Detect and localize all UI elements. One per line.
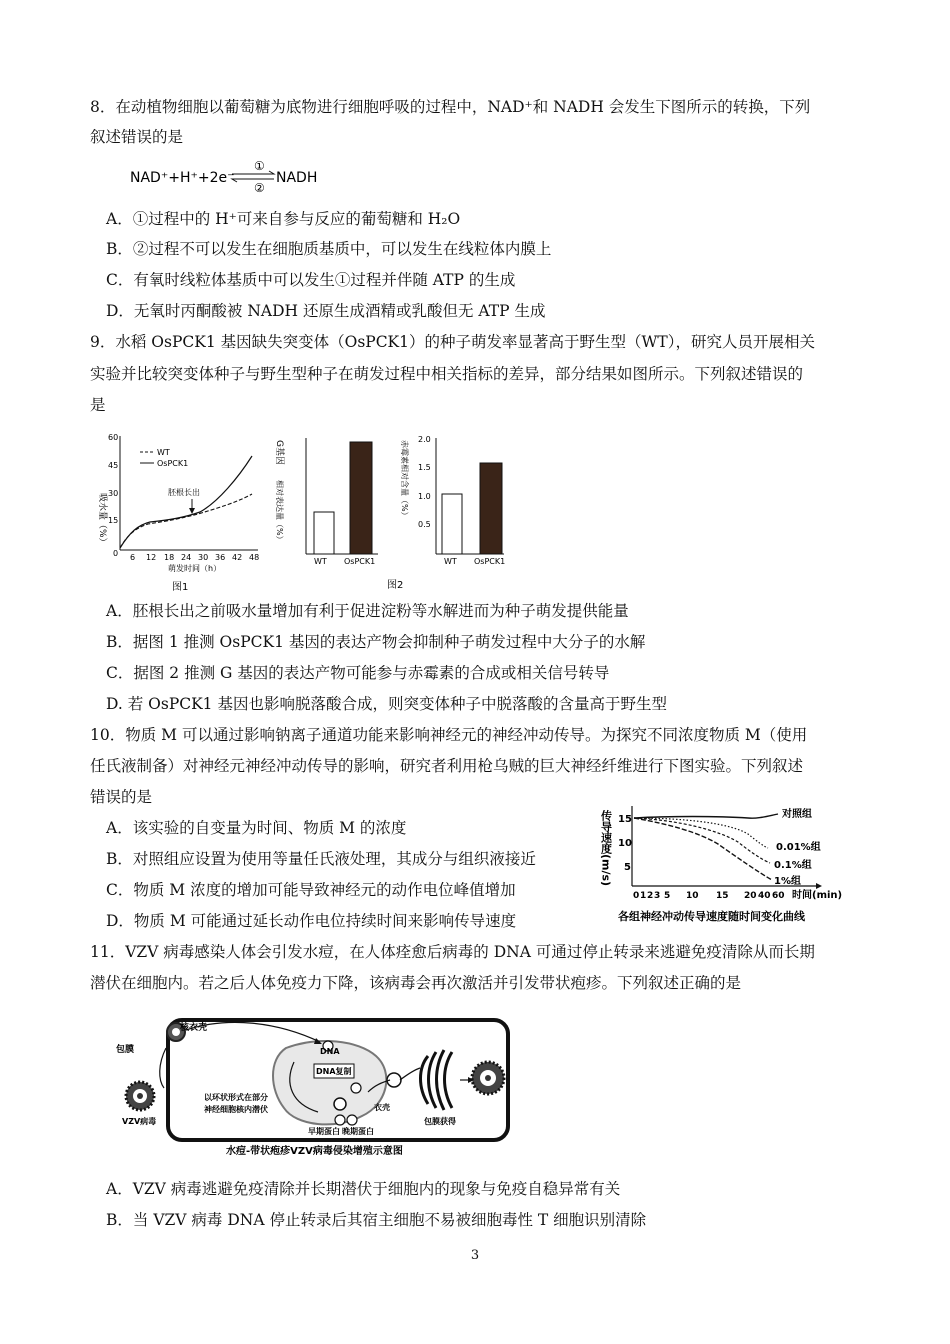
q9-figure2 bbox=[272, 428, 512, 600]
q10-chart-caption: 各组神经冲动传导速度随时间变化曲线 bbox=[618, 910, 805, 923]
q10-ytick: 5 bbox=[624, 862, 631, 873]
q10-label-01: 0.1%组 bbox=[774, 860, 812, 871]
q10-stem-line3: 错误的是 bbox=[90, 788, 153, 806]
q10-xlabel: 时间(min) bbox=[792, 890, 843, 901]
q10-xtick: 0 bbox=[633, 891, 640, 901]
fig2-g-ylabel: 相对表达量（%） bbox=[275, 480, 284, 544]
fig1-ytick: 45 bbox=[108, 461, 119, 470]
fig1-legend-wt: WT bbox=[157, 448, 170, 457]
q9-stem-line1: 9．水稻 OsPCK1 基因缺失突变体（OsPCK1）的种子萌发率显著高于野生型（WT），研究人员开展相关 bbox=[90, 333, 816, 351]
q10-chart bbox=[598, 796, 868, 928]
equation-left: NAD⁺+H⁺+2e⁻ bbox=[130, 170, 235, 186]
q10-series-01 bbox=[634, 818, 770, 863]
q10-ytick: 15 bbox=[618, 814, 632, 825]
q10-series-control bbox=[634, 814, 778, 818]
label-nucleocapsid: 核衣壳 bbox=[180, 1023, 208, 1033]
q10-xtick: 20 bbox=[744, 891, 757, 901]
page-number: 3 bbox=[470, 1248, 480, 1263]
label-early-protein: 早期蛋白 bbox=[308, 1127, 340, 1136]
q10-series-001 bbox=[634, 818, 768, 848]
label-capsid: 衣壳 bbox=[374, 1103, 390, 1112]
q11-diagram-caption: 水痘-带状疱疹VZV病毒侵染增殖示意图 bbox=[226, 1146, 403, 1157]
q10-label-001: 0.01%组 bbox=[776, 842, 821, 853]
q8-option-a: A．①过程中的 H⁺可来自参与反应的葡萄糖和 H₂O bbox=[106, 210, 461, 228]
label-dna-replication: DNA复制 bbox=[316, 1067, 352, 1076]
fig1-xtick: 30 bbox=[198, 553, 209, 562]
q10-chart-ylabel: 传导速度(m/s) bbox=[599, 810, 613, 887]
label-latent-line1: 以环状形式在部分 bbox=[204, 1093, 268, 1102]
fig2-gib-ytick: 1.0 bbox=[418, 492, 431, 501]
fig2-gib-xtick-wt: WT bbox=[444, 557, 457, 566]
q9-option-d: D. 若 OsPCK1 基因也影响脱落酸合成，则突变体种子中脱落酸的含量高于野生型 bbox=[106, 695, 667, 713]
fig1-wt-curve bbox=[120, 494, 252, 548]
g-bar-mutant bbox=[350, 442, 372, 554]
fig1-ytick: 60 bbox=[108, 433, 119, 442]
q10-xtick: 2 bbox=[647, 891, 654, 901]
fig2-caption: 图2 bbox=[387, 580, 404, 591]
q8-option-b: B．②过程不可以发生在细胞质基质中，可以发生在线粒体内膜上 bbox=[106, 240, 552, 258]
arrow-label-2: ② bbox=[254, 181, 265, 195]
fig2-gib-xtick-mutant: OsPCK1 bbox=[474, 557, 506, 566]
fig1-caption: 图1 bbox=[172, 582, 189, 593]
q9-figure1 bbox=[88, 428, 273, 600]
gib-bar-mutant bbox=[480, 463, 502, 554]
q10-option-d: D．物质 M 可能通过延长动作电位持续时间来影响传导速度 bbox=[106, 912, 517, 930]
q8-stem-line1: 8．在动植物细胞以葡萄糖为底物进行细胞呼吸的过程中，NAD⁺和 NADH 会发生下图所示的转换，下列 bbox=[90, 98, 811, 116]
q10-option-a: A．该实验的自变量为时间、物质 M 的浓度 bbox=[106, 819, 407, 837]
fig1-legend-mutant: OsPCK1 bbox=[157, 459, 189, 468]
fig2-gib-ylabel: 赤霉素相对含量（%） bbox=[400, 440, 409, 520]
fig1-ytick: 0 bbox=[113, 549, 119, 558]
fig1-ylabel: 吸水量（%） bbox=[97, 493, 107, 547]
q10-label-1: 1%组 bbox=[774, 876, 801, 887]
q9-stem-line2: 实验并比较突变体种子与野生型种子在萌发过程中相关指标的差异，部分结果如图所示。下列叙述错误的 bbox=[90, 365, 804, 383]
fig1-xtick: 48 bbox=[249, 553, 260, 562]
q10-option-b: B．对照组应设置为使用等量任氏液处理，其成分与组织液接近 bbox=[106, 850, 536, 868]
label-dna: DNA bbox=[320, 1047, 340, 1056]
gib-bar-wt bbox=[442, 494, 462, 554]
arrow-label-1: ① bbox=[254, 159, 265, 173]
fig2-g-title: G基因 bbox=[274, 440, 284, 465]
q11-diagram bbox=[108, 1008, 518, 1160]
q9-option-b: B．据图 1 推测 OsPCK1 基因的表达产物会抑制种子萌发过程中大分子的水解 bbox=[106, 633, 646, 651]
q10-label-control: 对照组 bbox=[782, 809, 812, 820]
q10-xtick: 10 bbox=[686, 891, 699, 901]
q10-stem-line2: 任氏液制备）对神经元神经冲动传导的影响，研究者利用枪乌贼的巨大神经纤维进行下图实验。下列叙述 bbox=[90, 757, 804, 775]
label-envelope-acquired: 包膜获得 bbox=[424, 1117, 456, 1126]
q8-equation bbox=[128, 158, 338, 198]
q11-stem-line2: 潜伏在细胞内。若之后人体免疫力下降，该病毒会再次激活并引发带状疱疹。下列叙述正确的是 bbox=[90, 974, 742, 992]
q9-stem-line3: 是 bbox=[90, 396, 106, 414]
g-bar-wt bbox=[314, 512, 334, 554]
fig2-gib-ytick: 2.0 bbox=[418, 435, 431, 444]
fig1-mutant-curve bbox=[120, 456, 252, 548]
fig1-xlabel: 萌发时间（h） bbox=[168, 564, 222, 573]
q10-ytick: 10 bbox=[618, 838, 632, 849]
q11-option-a: A．VZV 病毒逃避免疫清除并长期潜伏于细胞内的现象与免疫自稳异常有关 bbox=[106, 1180, 621, 1198]
q9-option-c: C．据图 2 推测 G 基因的表达产物可能参与赤霉素的合成或相关信号转导 bbox=[106, 664, 610, 682]
fig1-xtick: 42 bbox=[232, 553, 243, 562]
q11-stem-line1: 11．VZV 病毒感染人体会引发水痘，在人体痊愈后病毒的 DNA 可通过停止转录来逃避免疫清除从而长期 bbox=[90, 943, 815, 961]
q10-xtick: 40 bbox=[758, 891, 771, 901]
q10-option-c: C．物质 M 浓度的增加可能导致神经元的动作电位峰值增加 bbox=[106, 881, 516, 899]
q10-xtick: 15 bbox=[716, 891, 729, 901]
fig1-xtick: 24 bbox=[181, 553, 192, 562]
fig1-ytick: 30 bbox=[108, 489, 119, 498]
q10-stem-line1: 10．物质 M 可以通过影响钠离子通道功能来影响神经元的神经冲动传导。为探究不同浓度物质 M（使用 bbox=[90, 726, 808, 744]
q8-stem-line2: 叙述错误的是 bbox=[90, 128, 184, 146]
q10-xtick: 60 bbox=[772, 891, 785, 901]
label-latent-line2: 神经细胞核内潜伏 bbox=[204, 1105, 268, 1114]
q11-option-b: B．当 VZV 病毒 DNA 停止转录后其宿主细胞不易被细胞毒性 T 细胞识别清除 bbox=[106, 1211, 647, 1229]
fig2-gib-ytick: 0.5 bbox=[418, 520, 431, 529]
fig2-g-xtick-mutant: OsPCK1 bbox=[344, 557, 376, 566]
fig1-xtick: 12 bbox=[146, 553, 157, 562]
label-late-protein: 晚期蛋白 bbox=[342, 1127, 374, 1136]
q10-series-1 bbox=[634, 818, 772, 880]
fig1-xtick: 36 bbox=[215, 553, 226, 562]
fig2-g-xtick-wt: WT bbox=[314, 557, 327, 566]
q8-option-c: C．有氧时线粒体基质中可以发生①过程并伴随 ATP 的生成 bbox=[106, 271, 516, 289]
q8-option-d: D．无氧时丙酮酸被 NADH 还原生成酒精或乳酸但无 ATP 生成 bbox=[106, 302, 546, 320]
q10-xtick: 5 bbox=[664, 891, 671, 901]
fig1-ytick: 15 bbox=[108, 516, 119, 525]
q10-xtick: 1 bbox=[640, 891, 647, 901]
q10-xtick: 3 bbox=[654, 891, 661, 901]
label-envelope: 包膜 bbox=[116, 1045, 135, 1055]
q9-option-a: A．胚根长出之前吸水量增加有利于促进淀粉等水解进而为种子萌发提供能量 bbox=[106, 602, 629, 620]
fig2-gib-ytick: 1.5 bbox=[418, 463, 431, 472]
fig1-xtick: 6 bbox=[130, 553, 136, 562]
fig1-xtick: 18 bbox=[164, 553, 175, 562]
label-vzv-virus: VZV病毒 bbox=[122, 1117, 157, 1126]
fig1-annotation: 胚根长出 bbox=[168, 488, 200, 497]
equation-right: NADH bbox=[276, 170, 318, 186]
